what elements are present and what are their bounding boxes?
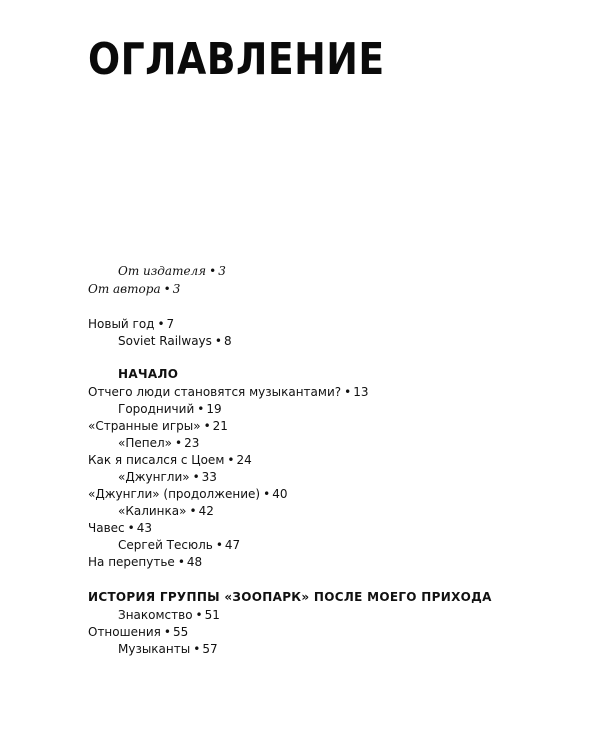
toc-entry-page: 51 [204,608,220,622]
toc-entry-title: От автора [88,282,161,296]
toc-entry [88,554,202,570]
toc-entry [88,418,228,434]
toc-entry-title: Отчего люди становятся музыкантами? [88,385,342,399]
toc-entry-page: 55 [172,625,189,639]
toc-entry-page: 3 [172,282,181,296]
toc-entry-title: Сергей Тесюль [118,538,213,552]
toc-entry-page: 57 [202,642,218,656]
toc-separator: • [209,264,217,278]
toc-separator: • [163,625,171,639]
toc-entry [88,316,174,332]
toc-separator: • [193,642,201,656]
toc-entry-page: 8 [224,334,232,348]
page-title: ОГЛАВЛЕНИЕ [88,34,385,85]
toc-entry-title: На перепутье [88,555,175,569]
toc-entry-title: «Калинка» [118,504,187,518]
toc-entry-title: Как я писался с Цоем [88,453,225,467]
toc-section-heading [118,366,178,382]
toc-entry-page: 7 [166,317,175,331]
toc-entry [88,624,188,640]
toc-entry [118,641,218,657]
toc-entry [118,435,199,451]
toc-entry-title: Новый год [88,317,155,331]
toc-separator: • [177,555,185,569]
toc-entry-title: Городничий [118,402,195,416]
toc-entry [88,520,152,536]
toc-separator: • [127,521,135,535]
toc-entry-page: 3 [218,264,226,278]
toc-separator: • [195,608,203,622]
toc-separator: • [163,282,171,296]
toc-entry-title: Знакомство [118,608,193,622]
toc-entry-page: 42 [198,504,214,518]
toc-entry [118,401,222,417]
toc-separator: • [203,419,211,433]
toc-entry-page: 23 [184,436,200,450]
toc-entry [118,263,226,279]
toc-section-heading [88,589,492,605]
toc-separator: • [189,504,197,518]
toc-entry-title: Музыканты [118,642,191,656]
toc-separator: • [227,453,235,467]
toc-entry-page: 40 [272,487,288,501]
toc-entry-title: От издателя [118,264,207,278]
toc-entry-title: «Странные игры» [88,419,201,433]
toc-separator: • [157,317,165,331]
toc-entry-title: Чавес [88,521,125,535]
toc-separator: • [197,402,205,416]
toc-entry-page: 48 [186,555,203,569]
toc-separator: • [215,538,223,552]
section-heading-text: НАЧАЛО [118,367,179,381]
toc-entry [118,503,214,519]
toc-entry-page: 13 [353,385,369,399]
toc-separator: • [192,470,200,484]
toc-entry-page: 19 [206,402,222,416]
toc-entry [118,607,220,623]
toc-separator: • [214,334,222,348]
toc-entry-page: 21 [212,419,228,433]
toc-entry-title: Отношения [88,625,161,639]
toc-entry [88,281,180,297]
toc-entry-page: 24 [236,453,252,467]
toc-entry [88,384,368,400]
toc-entry-page: 47 [224,538,241,552]
toc-entry-title: «Пепел» [118,436,172,450]
toc-entry [88,486,287,502]
toc-entry [118,469,217,485]
section-heading-text: ИСТОРИЯ ГРУППЫ «ЗООПАРК» ПОСЛЕ МОЕГО ПРИХОДА [88,590,492,604]
toc-entry [118,537,240,553]
toc-entry [88,452,252,468]
toc-entry-title: «Джунгли» (продолжение) [88,487,261,501]
toc-entry [118,333,232,349]
toc-entry-title: Soviet Railways [118,334,212,348]
toc-separator: • [263,487,271,501]
toc-entry-title: «Джунгли» [118,470,190,484]
toc-separator: • [175,436,183,450]
toc-separator: • [344,385,352,399]
toc-entry-page: 33 [201,470,217,484]
toc-entry-page: 43 [136,521,152,535]
